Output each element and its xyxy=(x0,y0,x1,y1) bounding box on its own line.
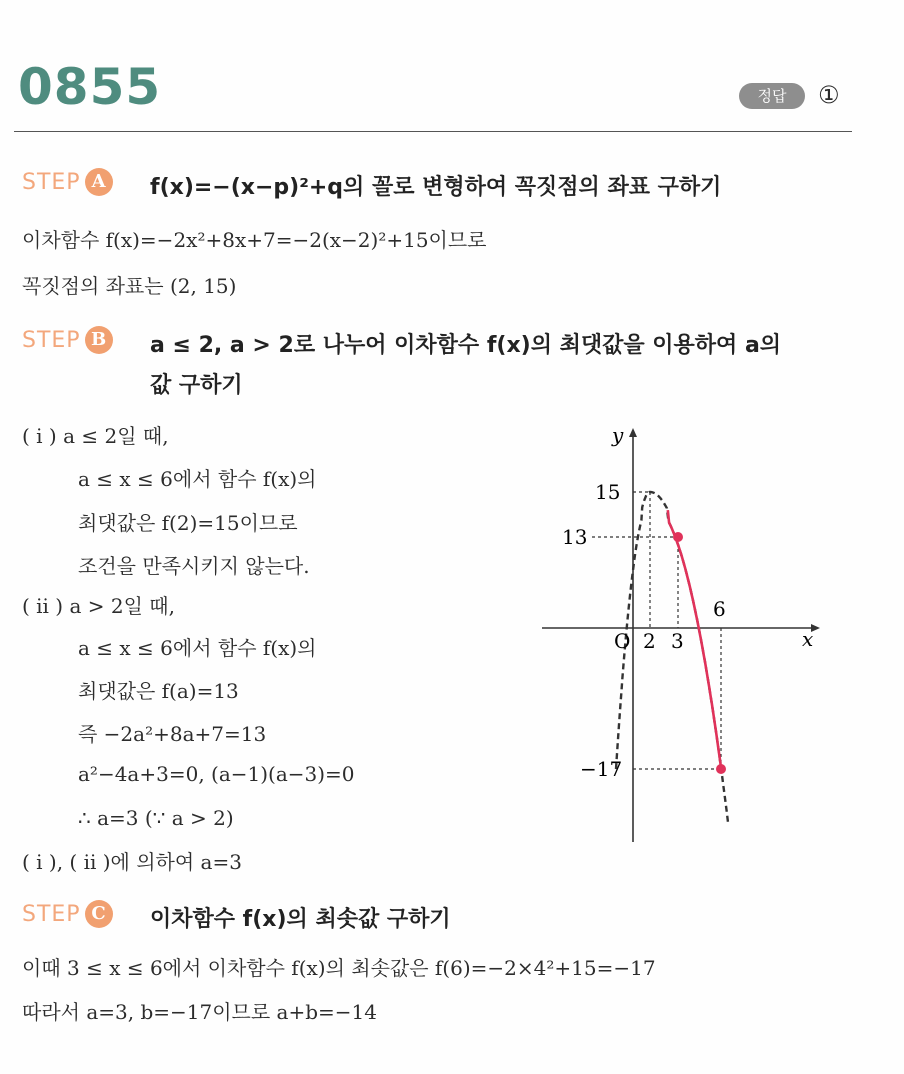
step-b-heading xyxy=(22,326,113,354)
step-c-line-2: 따라서 a=3, b=−17이므로 a+b=−14 xyxy=(22,1000,377,1024)
step-b-line: a²−4a+3=0, (a−1)(a−3)=0 xyxy=(78,762,355,786)
step-b-line: ∴ a=3 (∵ a > 2) xyxy=(78,806,234,830)
step-b-line: ( ii ) a > 2일 때, xyxy=(22,594,175,618)
step-a-line-2: 꼭짓점의 좌표는 (2, 15) xyxy=(22,274,237,298)
step-b-line: 최댓값은 f(a)=13 xyxy=(78,679,239,703)
problem-number: 0855 xyxy=(18,58,162,116)
step-b-line: 즉 −2a²+8a+7=13 xyxy=(78,722,267,746)
y-tick-15: 15 xyxy=(595,480,621,504)
step-c-title: 이차함수 f(x)의 최솟값 구하기 xyxy=(150,907,451,932)
x-tick-6: 6 xyxy=(713,597,726,621)
step-b-line: 최댓값은 f(2)=15이므로 xyxy=(78,511,298,535)
answer-badge: 정답 xyxy=(739,83,805,109)
header-divider xyxy=(14,131,852,132)
x-axis-label: x xyxy=(802,627,814,651)
step-b-title-2: 값 구하기 xyxy=(150,373,243,398)
x-tick-3: 3 xyxy=(671,629,684,653)
step-b-line: 조건을 만족시키지 않는다. xyxy=(78,554,310,578)
step-b-title-1: a ≤ 2, a > 2로 나누어 이차함수 f(x)의 최댓값을 이용하여 a의 xyxy=(150,333,782,358)
step-c-line-1: 이때 3 ≤ x ≤ 6에서 이차함수 f(x)의 최솟값은 f(6)=−2×4²+15=−17 xyxy=(22,956,656,980)
y-tick-neg17: −17 xyxy=(580,757,623,781)
step-a-title-text: f(x)=−(x−p)²+q의 꼴로 변형하여 꼭짓점의 좌표 구하기 xyxy=(150,175,722,200)
step-b-line: a ≤ x ≤ 6에서 함수 f(x)의 xyxy=(78,636,317,660)
x-tick-2: 2 xyxy=(643,629,656,653)
step-c-badge: C xyxy=(85,900,113,928)
step-b-line: ( i ) a ≤ 2일 때, xyxy=(22,424,169,448)
step-a-title xyxy=(150,170,721,201)
origin-label: O xyxy=(614,629,631,653)
step-b-label: STEP xyxy=(22,328,81,353)
step-a-line-1: 이차함수 f(x)=−2x²+8x+7=−2(x−2)²+15이므로 xyxy=(22,228,487,252)
point-max xyxy=(673,532,683,542)
step-b-line: ( i ), ( ii )에 의하여 a=3 xyxy=(22,850,242,874)
step-c-heading xyxy=(22,900,113,928)
y-tick-13: 13 xyxy=(562,525,588,549)
step-c-label: STEP xyxy=(22,902,81,927)
point-min xyxy=(716,764,726,774)
step-b-line: a ≤ x ≤ 6에서 함수 f(x)의 xyxy=(78,467,317,491)
answer-value: ① xyxy=(818,81,840,109)
y-axis-arrow xyxy=(629,428,637,437)
step-b-badge: B xyxy=(85,326,113,354)
step-a-heading xyxy=(22,168,113,196)
parabola-graph xyxy=(530,420,830,850)
y-axis-label: y xyxy=(612,423,624,447)
step-a-label: STEP xyxy=(22,170,81,195)
step-a-badge: A xyxy=(85,168,113,196)
